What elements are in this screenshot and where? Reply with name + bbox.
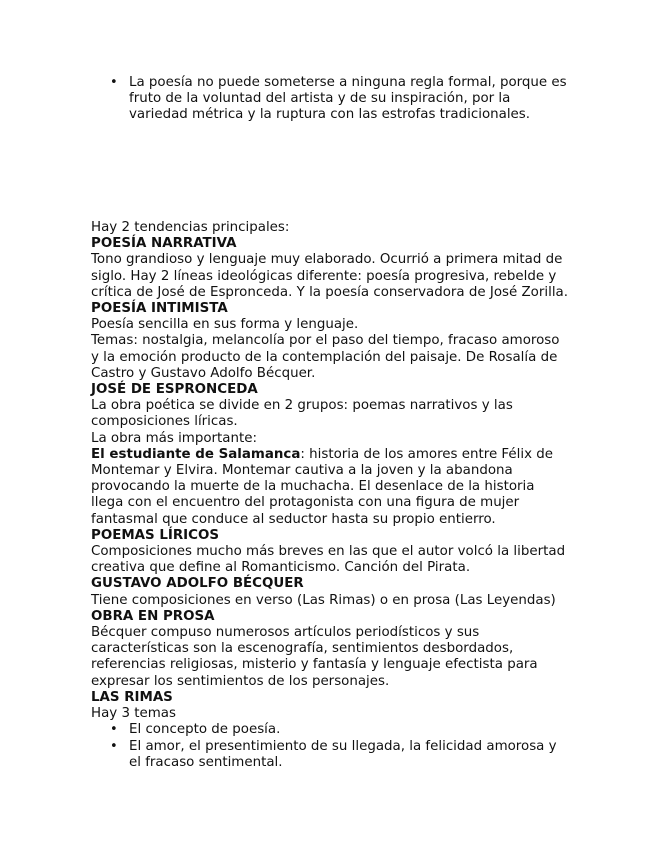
section-heading-las-rimas: LAS RIMAS <box>91 689 173 705</box>
paragraph: Tiene composiciones en verso (Las Rimas) o en prosa (Las Leyendas) <box>91 592 556 608</box>
paragraph: Poesía sencilla en sus forma y lenguaje. <box>91 317 359 333</box>
section-heading-obra-prosa: OBRA EN PROSA <box>91 608 215 624</box>
list-item-text: El concepto de poesía. <box>129 722 281 738</box>
paragraph: Hay 3 temas <box>91 706 176 722</box>
bullet-icon: • <box>110 75 118 90</box>
paragraph: Temas: nostalgia, melancolía por el paso del tiempo, fracaso amoroso y la emoción producto de la contemplación del paisaje. De Rosalía de Castro y Gustavo Adolfo Bécquer. <box>91 333 560 381</box>
work-title: El estudiante de Salamanca <box>91 446 301 462</box>
bullet-icon: • <box>110 738 118 754</box>
section-heading-poesia-narrativa: POESÍA NARRATIVA <box>91 236 237 252</box>
paragraph: La obra más importante: <box>91 430 257 446</box>
paragraph: Composiciones mucho más breves en las que el autor volcó la libertad creativa que define al Romanticismo. Canción del Pirata. <box>91 544 566 576</box>
top-bullet-list <box>91 75 571 124</box>
rimas-bullet-list <box>91 722 571 771</box>
section-heading-poemas-liricos: POEMAS LÍRICOS <box>91 527 220 543</box>
section-heading-poesia-intimista: POESÍA INTIMISTA <box>91 301 228 317</box>
list-item <box>91 739 571 771</box>
list-item-text: El amor, el presentimiento de su llegada, la felicidad amorosa y el fracaso sentimental. <box>129 738 557 770</box>
list-item-text: La poesía no puede someterse a ninguna regla formal, porque es fruto de la voluntad del artista y de su inspiración, por la variedad métrica y la ruptura con las estrofas tradicionales. <box>129 75 567 123</box>
paragraph-estudiante <box>91 447 571 528</box>
paragraph: Bécquer compuso numerosos artículos periodísticos y sus características son la escenografía, sentimientos desbordados, referencias religiosas, misterio y fantasía y lenguaje efectista para expresar los sentimientos de los personajes. <box>91 625 538 689</box>
main-content <box>91 220 571 771</box>
section-heading-becquer: GUSTAVO ADOLFO BÉCQUER <box>91 576 304 592</box>
work-description: : historia de los amores entre Félix de Montemar y Elvira. Montemar cautiva a la joven y la abandona provocando la muerte de la muchacha. El desenlace de la historia llega con el encuentro del protagonista con una figura de mujer fantasmal que conduce al seductor hasta su propio entierro. <box>91 446 554 527</box>
bullet-icon: • <box>110 722 118 738</box>
intro-text: Hay 2 tendencias principales: <box>91 220 290 235</box>
list-item <box>91 722 571 738</box>
paragraph: Tono grandioso y lenguaje muy elaborado. Ocurrió a primera mitad de siglo. Hay 2 líneas ideológicas diferente: poesía progresiva, rebelde y crítica de José de Espronceda. Y la poesía conservadora de José Zorilla. <box>91 252 568 300</box>
paragraph: La obra poética se divide en 2 grupos: poemas narrativos y las composiciones líricas. <box>91 398 513 430</box>
section-heading-espronceda: JOSÉ DE ESPRONCEDA <box>91 382 258 398</box>
list-item <box>91 75 571 124</box>
